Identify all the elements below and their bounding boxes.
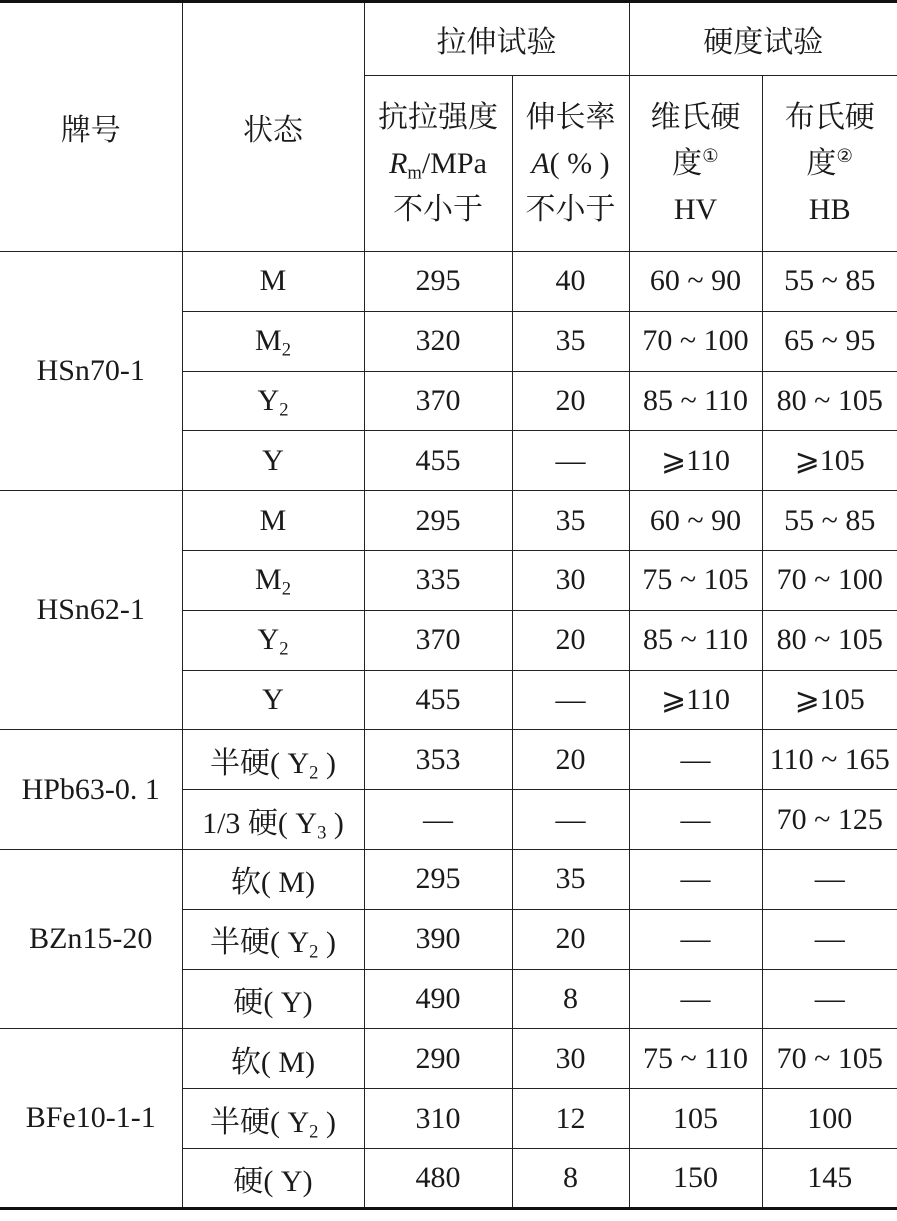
elongation-cell: 12 [512,1089,629,1149]
vickers-cell: 150 [629,1148,762,1208]
tensile-strength-cell: 320 [364,311,512,371]
brinell-unit: HB [808,192,851,226]
grade-cell: HPb63-0. 1 [0,730,182,850]
tensile-strength-cell: 370 [364,610,512,670]
state-cell: 半硬( $Y_2$ ) [182,909,364,969]
tensile-strength-cell: 290 [364,1029,512,1089]
elongation-cell: 30 [512,550,629,610]
vickers-cell: — [629,730,762,790]
brinell-footnote: ② [836,145,854,167]
brinell-cell: 80 ~ 105 [762,371,897,431]
vickers-cell: 75 ~ 110 [629,1029,762,1089]
elongation-cell: 20 [512,610,629,670]
vickers-cell: 70 ~ 100 [629,311,762,371]
vickers-unit: HV [673,192,718,226]
brinell-cell: ⩾105 [762,670,897,730]
table-row [0,849,897,909]
tensile-strength-cell: 295 [364,491,512,551]
elongation-cell: — [512,431,629,491]
header-hardness-test: 硬度试验 [629,2,897,76]
header-state: 状态 [182,2,364,252]
elongation-cell: 35 [512,311,629,371]
tensile-strength-cell: 310 [364,1089,512,1149]
tensile-strength-cell: — [364,790,512,850]
tensile-strength-cell: 295 [364,849,512,909]
header-tensile-test: 拉伸试验 [364,2,629,76]
grade-cell: HSn62-1 [0,491,182,730]
header-elongation [512,76,629,252]
tensile-strength-min: 不小于 [393,192,483,226]
vickers-cell: 60 ~ 90 [629,491,762,551]
tensile-strength-cell: 295 [364,252,512,312]
elongation-cell: 35 [512,849,629,909]
elongation-cell: 20 [512,371,629,431]
tensile-strength-cell: 353 [364,730,512,790]
elongation-min: 不小于 [525,192,616,226]
state-cell: 硬( Y) [182,1148,364,1208]
brinell-cell: 70 ~ 125 [762,790,897,850]
state-cell: 半硬( $Y_2$ ) [182,730,364,790]
brinell-cell: 80 ~ 105 [762,610,897,670]
brinell-cell: 70 ~ 105 [762,1029,897,1089]
elongation-cell: 8 [512,969,629,1029]
tensile-strength-cell: 455 [364,431,512,491]
table-row [0,1029,897,1089]
brinell-cell: 55 ~ 85 [762,491,897,551]
elongation-cell: 40 [512,252,629,312]
tensile-strength-symbol: $R_m$/MPa [389,146,487,184]
brinell-cell: — [762,969,897,1029]
tensile-strength-cell: 335 [364,550,512,610]
state-cell: $M_2$ [182,311,364,371]
state-cell: 半硬( $Y_2$ ) [182,1089,364,1149]
grade-cell: HSn70-1 [0,252,182,491]
brinell-cell: — [762,849,897,909]
table-row [0,730,897,790]
brinell-cell: 55 ~ 85 [762,252,897,312]
elongation-cell: 30 [512,1029,629,1089]
elongation-cell: 20 [512,730,629,790]
vickers-cell: — [629,790,762,850]
brinell-cell: 65 ~ 95 [762,311,897,371]
vickers-cell: ⩾110 [629,431,762,491]
tensile-strength-cell: 370 [364,371,512,431]
state-cell: M [182,252,364,312]
header-grade: 牌号 [0,2,182,252]
vickers-cell: 60 ~ 90 [629,252,762,312]
vickers-cell: — [629,849,762,909]
state-cell: M [182,491,364,551]
vickers-cell: — [629,969,762,1029]
vickers-label: 维氏硬 [650,100,741,134]
brinell-cell: 110 ~ 165 [762,730,897,790]
elongation-cell: 20 [512,909,629,969]
elongation-label: 伸长率 [525,100,616,134]
grade-cell: BFe10-1-1 [0,1029,182,1208]
elongation-cell: — [512,670,629,730]
brinell-cell: — [762,909,897,969]
elongation-cell: 35 [512,491,629,551]
state-cell: Y [182,670,364,730]
vickers-cell: ⩾110 [629,670,762,730]
state-cell: 1/3 硬( $Y_3$ ) [182,790,364,850]
table-row [0,252,897,312]
vickers-label-2: 度① [672,145,719,180]
tensile-strength-cell: 455 [364,670,512,730]
state-cell: $M_2$ [182,550,364,610]
brinell-cell: ⩾105 [762,431,897,491]
brinell-cell: 145 [762,1148,897,1208]
tensile-strength-cell: 490 [364,969,512,1029]
brinell-label: 布氏硬 [784,100,875,134]
header-vickers [629,76,762,252]
vickers-cell: — [629,909,762,969]
table-row [0,491,897,551]
header-row-1 [0,2,897,76]
table-body [0,252,897,1209]
vickers-cell: 85 ~ 110 [629,610,762,670]
vickers-cell: 85 ~ 110 [629,371,762,431]
state-cell: 软( M) [182,849,364,909]
state-cell: $Y_2$ [182,610,364,670]
state-cell: 软( M) [182,1029,364,1089]
state-cell: Y [182,431,364,491]
state-cell: $Y_2$ [182,371,364,431]
header-brinell [762,76,897,252]
elongation-cell: — [512,790,629,850]
brinell-cell: 100 [762,1089,897,1149]
brinell-cell: 70 ~ 100 [762,550,897,610]
tensile-strength-label: 抗拉强度 [378,100,498,134]
vickers-footnote: ① [702,145,719,167]
brinell-label-2: 度② [806,145,854,180]
tensile-strength-cell: 480 [364,1148,512,1208]
vickers-cell: 105 [629,1089,762,1149]
grade-cell: BZn15-20 [0,849,182,1028]
elongation-symbol: A( % ) [531,146,610,180]
elongation-cell: 8 [512,1148,629,1208]
tensile-strength-cell: 390 [364,909,512,969]
state-cell: 硬( Y) [182,969,364,1029]
header-tensile-strength [364,76,512,252]
vickers-cell: 75 ~ 105 [629,550,762,610]
